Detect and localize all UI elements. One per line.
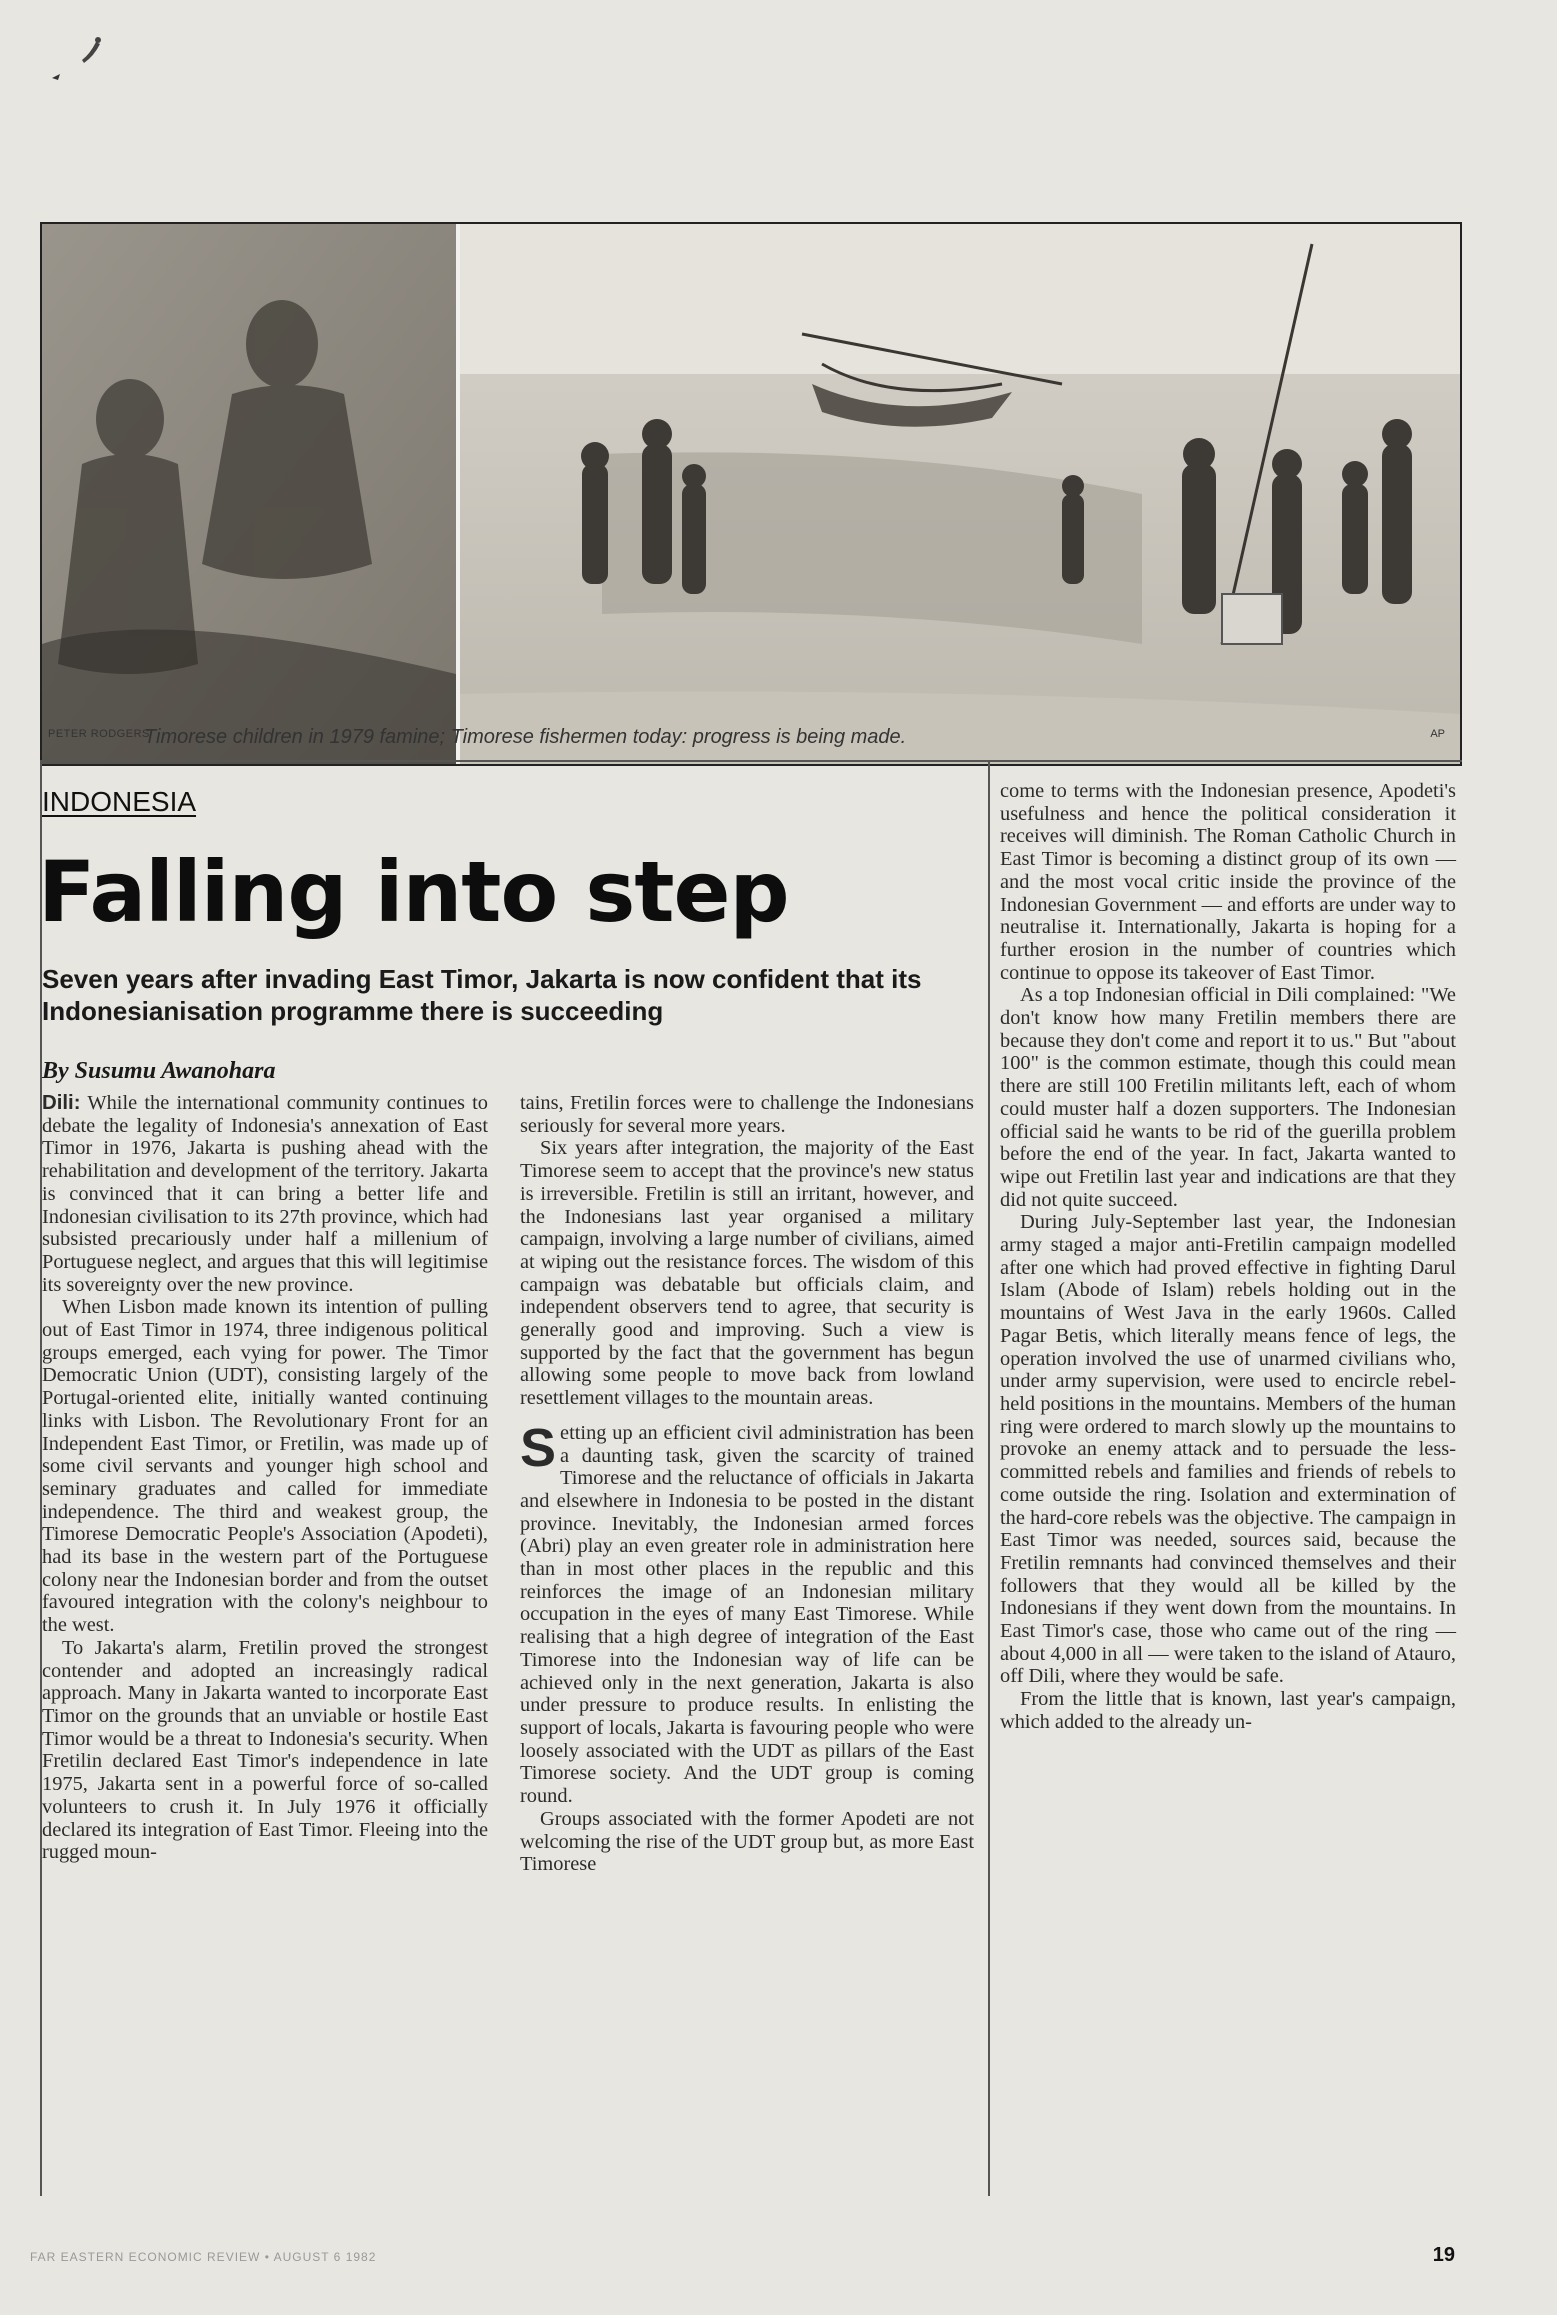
paragraph: To Jakarta's alarm, Fretilin proved the strongest contender and adopted an increasingly radical approach. Many in Jakarta wanted to incorporate East Timor on the grounds that an unviable or hostile East Timor would be a threat to Indonesia's security. When Fretilin declared East Timor's independence in late 1975, Jakarta sent in a powerful force of so-called volunteers to crush it. In July 1976 it officially declared its integration of East Timor. Fleeing into the rugged moun- xyxy=(42,1636,488,1864)
article-column-3 xyxy=(1000,780,1456,1734)
paragraph: From the little that is known, last year's campaign, which added to the already un- xyxy=(1000,1688,1456,1733)
section-label: INDONESIA xyxy=(42,786,197,817)
paragraph: come to terms with the Indonesian presence, Apodeti's usefulness and hence the political consideration it receives will diminish. The Roman Catholic Church in East Timor is becoming a distinct group of its own — and the most vocal critic inside the province of the Indonesian Government — and efforts are under way to neutralise it. Internationally, Jakarta is hoping for a further erosion in the number of countries which continue to oppose its takeover of East Timor. xyxy=(1000,780,1457,984)
photo-spread xyxy=(40,222,1462,766)
drop-cap: S xyxy=(520,1417,557,1478)
dateline: Dili: xyxy=(42,1092,81,1114)
paragraph: During July-September last year, the Indonesian army staged a major anti-Fretilin campaign modelled after one which had proved effective in fighting Darul Islam (Abode of Islam) rebels holding out in the mountains of West Java in the early 1960s. Called Pagar Betis, which literally means fence of legs, the operation involved the use of unarmed civilians who, under army supervision, were used to encircle rebel-held positions in the mountains. Members of the human ring were ordered to march slowly up the mountains to provoke an enemy attack and to persuade the less-committed rebels and families and friends of rebels to come outside the ring. Isolation and extermination of the hard-core rebels was the objective. The campaign in East Timor was needed, sources said, because the Fretilin remnants had convinced themselves and their followers that they would all be killed by the Indonesians if they went down from the mountains. In East Timor's case, those who came out of the ring — about 4,000 in all — were taken to the island of Atauro, off Dili, where they would be safe. xyxy=(1000,1211,1456,1688)
paragraph: When Lisbon made known its intention of pulling out of East Timor in 1974, three indigenous political groups emerged, each vying for power. The Timor Democratic Union (UDT), consisting largely of the Portugal-oriented elite, initially wanted continuing links with Lisbon. The Revolutionary Front for an Independent East Timor, or Fretilin, was made up of some civil servants and younger high school and seminary graduates and called for immediate independence. The third and weakest group, the Timorese Democratic People's Association (Apodeti), had its base in the western part of the Portuguese colony near the Indonesian border and from the outset favoured integration with the colony's neighbour to the west. xyxy=(42,1296,488,1637)
article-column-1 xyxy=(42,1092,488,1864)
photo-credit-right: AP xyxy=(1430,728,1445,740)
deck-subtitle: Seven years after invading East Timor, Jakarta is now confident that its Indonesianisation programme there is succeeding xyxy=(42,964,922,1026)
photo-credit-left: PETER RODGERS xyxy=(48,728,150,740)
paragraph: Groups associated with the former Apodeti are not welcoming the rise of the UDT group but, as more East Timorese xyxy=(520,1807,974,1876)
paragraph: As a top Indonesian official in Dili complained: "We don't know how many Fretilin members there are because they don't come and report it to us." But "about 100" is the common estimate, though this could mean there are still 100 Fretilin militants left, each of whom could muster half a dozen supporters. The Indonesian official said he wants to be rid of the guerilla problem before the end of the year. In fact, Jakarta wanted to wipe out Fretilin last year and indications are that they did not quite succeed. xyxy=(1000,984,1456,1211)
photo-bottom-rule xyxy=(40,760,1462,762)
paragraph: Setting up an efficient civil administration has been a daunting task, given the scarcity of trained Timorese and the reluctance of officials in Jakarta and elsewhere in Indonesia to be posted in the distant province. Inevitably, the Indonesian armed forces (Abri) play an even greater role in administration here than in most other places in the republic and this reinforces the image of an Indonesian military occupation in the eyes of many East Timorese. While realising that a high degree of integration of the East Timorese into the Indonesian way of life can be achieved only in the next generation, Jakarta is also under pressure to produce results. In enlisting the support of locals, Jakarta is favouring people who were loosely associated with the UDT as pillars of the East Timorese society. And the UDT group is coming round. xyxy=(520,1417,974,1808)
ink-mark xyxy=(40,30,110,90)
headline: Falling into step xyxy=(38,843,789,941)
photo-caption: Timorese children in 1979 famine; Timorese fishermen today: progress is being made. xyxy=(144,726,907,748)
paragraph: tains, Fretilin forces were to challenge the Indonesians seriously for several more years. xyxy=(520,1092,974,1137)
page-number: 19 xyxy=(1432,2244,1455,2266)
magazine-footer: FAR EASTERN ECONOMIC REVIEW • AUGUST 6 1982 xyxy=(30,2250,377,2264)
byline: By Susumu Awanohara xyxy=(42,1058,276,1084)
paragraph: Six years after integration, the majority of the East Timorese seem to accept that the province's new status is irreversible. Fretilin is still an irritant, however, and the Indonesians last year organised a military campaign, involving a large number of civilians, aimed at wiping out the resistance forces. The wisdom of this campaign was debatable but officials claim, and independent observers tend to agree, that security is generally good and improving. Such a view is supported by the fact that the government has begun allowing some people to move back from lowland resettlement villages to the mountain areas. xyxy=(520,1137,974,1410)
photo-illustration xyxy=(42,224,1460,764)
article-column-2 xyxy=(520,1092,974,1876)
paragraph: Dili: While the international community continues to debate the legality of Indonesia's annexation of East Timor in 1976, Jakarta is pushing ahead with the rehabilitation and development of the territory. Jakarta is convinced that it can bring a better life and Indonesian civilisation to its 27th province, which had subsisted precariously under half a millenium of Portuguese neglect, and argues that this will legitimise its sovereignty over the new province. xyxy=(42,1092,488,1296)
column-divider-rule xyxy=(988,760,990,2196)
